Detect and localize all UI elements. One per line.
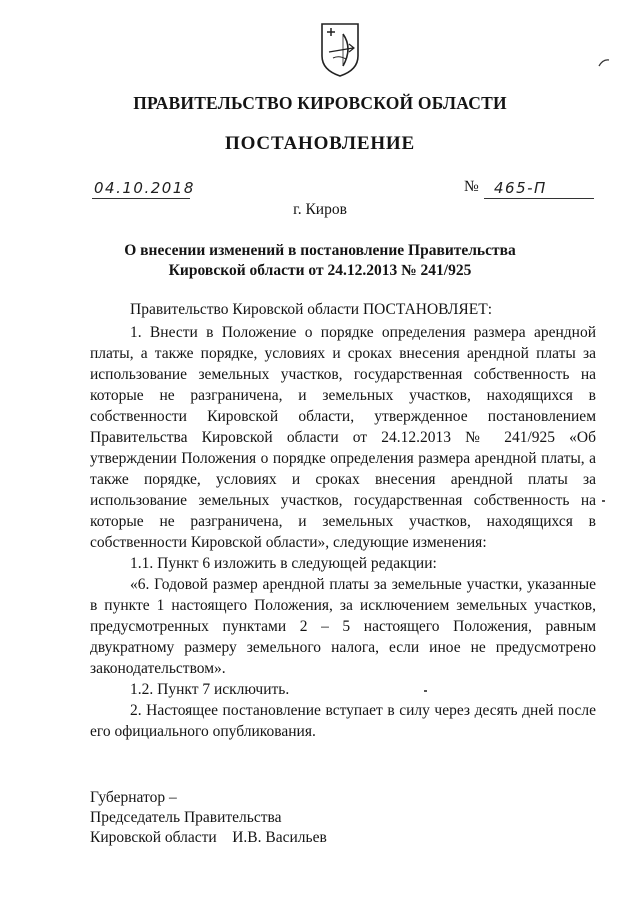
quote-paragraph: «6. Годовой размер арендной платы за земельные участки, указанные в пункте 1 настоящего Положения, за исключением земельных участков, предусмотренных пунктами 2 – 5 настоящего Положения, равным двукратному размеру земельного налога, если иное не предусмотрено законодательством». xyxy=(90,576,596,677)
document-subject xyxy=(80,241,560,281)
document-date: 04.10.2018 xyxy=(94,179,195,197)
corner-mark-icon xyxy=(598,58,610,68)
subject-line-2: Кировской области от 24.12.2013 № 241/925 xyxy=(168,262,472,279)
signature-line-1: Губернатор – xyxy=(90,789,177,806)
item-1-2: 1.2. Пункт 7 исключить. xyxy=(130,681,290,698)
signature-line-3: Кировской области И.В. Васильев xyxy=(90,829,327,846)
document-body xyxy=(90,299,596,742)
item-1: 1. Внести в Положение о порядке определения размера арендной платы, а также порядке, условиях и сроках внесения арендной платы за использование земельных участков, государственная собственность на которые не разграничена, и земельных участков, находящихся в собственности Кировской области, утвержденное постановлением Правительства Кировской области от 24.12.2013 № 241/925 «Об утверждении Положения о порядке определения размера арендной платы, а также порядке, условиях и сроках внесения арендной платы за использование земельных участков, государственная собственность на которые не разграничена, и земельных участков, находящихся в собственности Кировской области», следующие изменения: xyxy=(90,324,596,551)
city: г. Киров xyxy=(293,201,347,218)
government-title: ПРАВИТЕЛЬСТВО КИРОВСКОЙ ОБЛАСТИ xyxy=(133,93,507,113)
signature-block xyxy=(90,788,327,848)
number-field xyxy=(484,176,594,199)
document-number: 465-П xyxy=(494,179,547,197)
item-2: 2. Настоящее постановление вступает в силу через десять дней после его официального опубликования. xyxy=(90,702,596,740)
coat-of-arms-icon xyxy=(319,22,361,78)
preamble: Правительство Кировской области ПОСТАНОВЛЯЕТ: xyxy=(130,301,493,318)
item-1-1: 1.1. Пункт 6 изложить в следующей редакции: xyxy=(130,555,437,572)
signature-line-2: Председатель Правительства xyxy=(90,809,282,826)
date-field xyxy=(92,176,195,199)
document-type: ПОСТАНОВЛЕНИЕ xyxy=(225,133,415,154)
scan-speck xyxy=(424,690,427,692)
number-label: № xyxy=(464,178,479,195)
scan-speck xyxy=(602,500,605,502)
subject-line-1: О внесении изменений в постановление Правительства xyxy=(124,242,516,259)
